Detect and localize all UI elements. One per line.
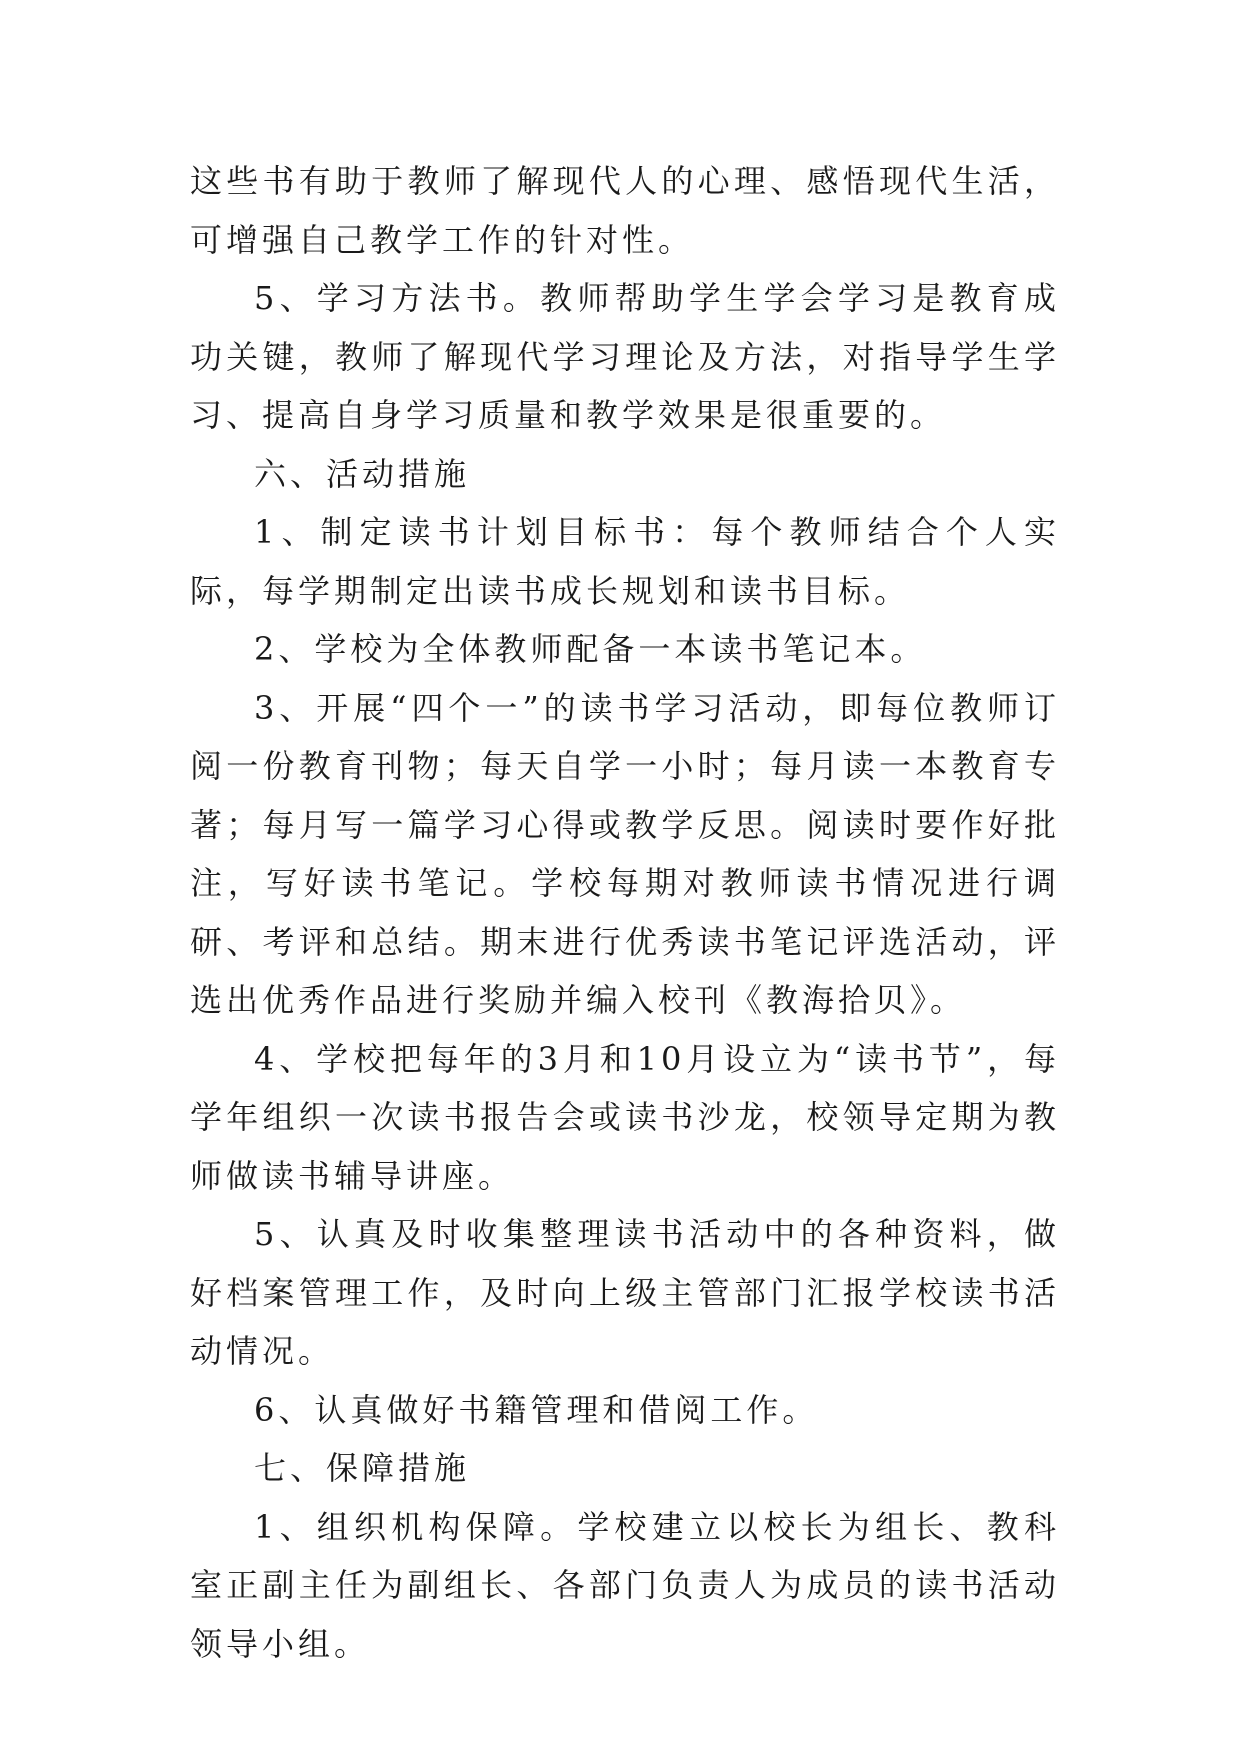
paragraph-1: 这些书有助于教师了解现代人的心理、感悟现代生活，可增强自己教学工作的针对性。 [190,162,1060,259]
paragraph-7: 4、学校把每年的3月和10月设立为“读书节”，每学年组织一次读书报告会或读书沙龙，校领导定期为教师做读书辅导讲座。 [190,1039,1060,1195]
section-heading-activities: 六、活动措施 [254,454,471,493]
paragraph-5: 2、学校为全体教师配备一本读书笔记本。 [254,630,927,668]
paragraph-8: 5、认真及时收集整理读书活动中的各种资料，做好档案管理工作，及时向上级主管部门汇报学校读书活动情况。 [190,1215,1060,1370]
paragraph-11: 1、组织机构保障。学校建立以校长为组长、教科室正副主任为副组长、各部门负责人为成员的读书活动领导小组。 [190,1507,1060,1663]
paragraph-6: 3、开展“四个一”的读书学习活动，即每位教师订阅一份教育刊物；每天自学一小时；每月读一本教育专著；每月写一篇学习心得或教学反思。阅读时要作好批注，写好读书笔记。学校每期对教师读书情况进行调研、考评和总结。期末进行优秀读书笔记评选活动，评选出优秀作品进行奖励并编入校刊《教海拾贝》。 [190,688,1060,1019]
section-heading-safeguards: 七、保障措施 [254,1449,471,1487]
document-body [190,152,1060,1673]
paragraph-9: 6、认真做好书籍管理和借阅工作。 [254,1390,819,1429]
paragraph-2: 5、学习方法书。教师帮助学生学会学习是教育成功关键，教师了解现代学习理论及方法，对指导学生学习、提高自身学习质量和教学效果是很重要的。 [190,279,1060,434]
paragraph-4: 1、制定读书计划目标书：每个教师结合个人实际，每学期制定出读书成长规划和读书目标。 [190,513,1060,610]
